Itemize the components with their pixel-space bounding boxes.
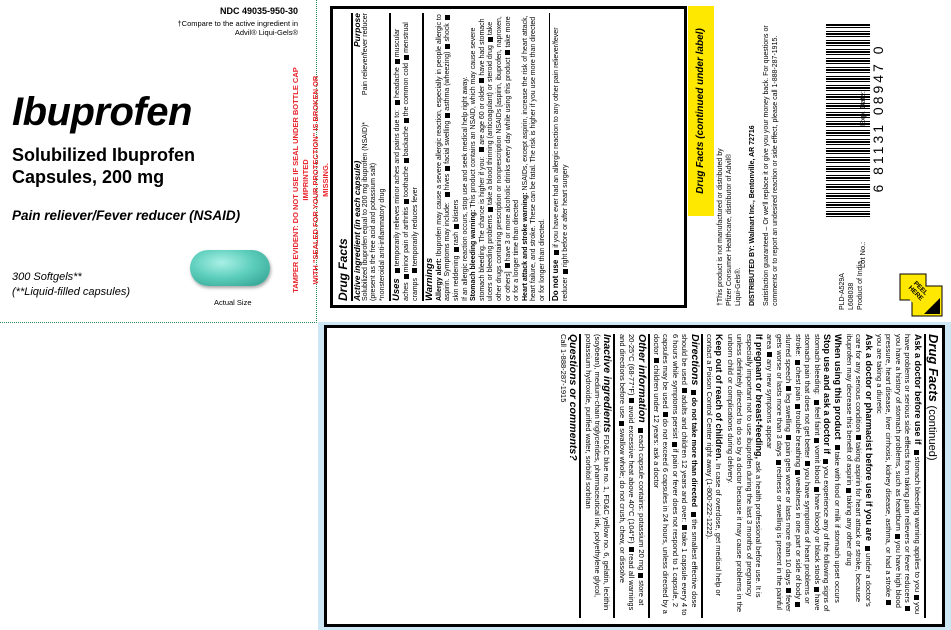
ask-doctor-item: you have a history of stomach problems, such as heartburn [893,334,903,531]
allergy-text: Ibuprofen may cause a severe allergic reaction, especially in people allergic to aspirin. Symptoms may include: [435,14,452,301]
bullet-square [805,461,810,466]
exp-date-label: Exp. Date: [858,90,867,126]
tamper-evident-warning [291,60,330,300]
bullet-square [672,442,677,447]
stop-use-item: chest pain [793,366,803,401]
drug-facts-panel-top [330,6,687,308]
active-note-1: (present as the free acid and potassium salt) [370,162,378,301]
softgel-pill-image [190,250,270,286]
stop-use-item: fever gets worse or lasts more than 3 days [774,334,794,612]
bullet-square [445,44,450,49]
bullet-square [776,460,781,465]
bullet-square [454,224,459,229]
bullet-square [814,438,819,443]
bullet-square [795,404,800,409]
directions-heading: Directions [688,334,701,386]
when-using-heading: When using this product [833,334,844,440]
allergy-item: rash [452,231,460,246]
directions-intro: do not take more than directed [689,397,699,508]
stomach-item: take a blood thinning (anticoagulant) or steroid drug [487,45,495,205]
other-information-item: store at 20-25°C (68-77°F) [627,334,646,606]
warnings-section [426,13,547,301]
front-panel [0,0,317,323]
allergy-label: Allergy alert: [435,258,443,301]
pregnancy-text: ask a health professional before use. It is especially important not to use ibuprofen during the last 3 months of pregnancy unless definitely directed to do so by a doctor because it may cause problems in the unborn child or complications during delivery. [725,334,764,613]
bullet-square [846,488,851,493]
heart-text: NSAIDs, except aspirin, increase the risk of heart attack, heart failure, and stroke. These can be fatal. The risk is higher if you use more than directed or for longer than directed. [521,15,546,301]
ask-doctor-item: you have high blood pressure, heart disease, liver cirrhosis, kidney disease, asthma, or had a stroke [884,334,903,608]
actual-size-label: Actual Size [214,298,252,307]
distributor-info [716,6,810,306]
stomach-item: have 3 or more alcoholic drinks every day while using this product [504,57,512,262]
product-purpose: Pain reliever/Fever reducer (NSAID) [12,208,241,223]
bullet-square [404,274,409,279]
bullet-square [629,398,634,403]
drug-facts-continued-title-main: Drug Facts [926,334,941,402]
other-information-heading: Other information [635,334,648,423]
ask-pharmacist-item: taking any other drug [844,495,854,566]
uses-intro: temporarily relieves minor aches and pains due to: [394,109,402,267]
questions-phone: Call 1-888-287-1915 [558,334,568,403]
bullet-square [505,263,510,268]
stop-use-intro: you experience any of the following signs of stomach bleeding: [812,334,831,612]
ask-pharmacist-heading: Ask a doctor or pharmacist before use if you are [863,334,874,542]
other-information-item: each capsule contains: potassium 20 mg [636,434,646,571]
allergy-item: shock [444,23,452,42]
stop-use-heading: Stop use and ask a doctor if [821,334,832,455]
bullet-square [786,588,791,593]
pregnancy-label: If pregnant or breast-feeding, [754,334,765,460]
active-note-2: *nonsteroidal anti-inflammatory drug [378,188,386,301]
directions-section [652,334,699,618]
bullet-square [479,78,484,83]
bullet-square [865,546,870,551]
stop-use-item: trouble breathing [793,410,803,468]
uses-heading: Uses [391,278,403,301]
stop-use-item: pain gets worse or lasts more than 10 days [784,441,794,585]
inactive-ingredients-heading: Inactive ingredients [601,334,614,433]
use-item: menstrual cramps [402,22,419,301]
do-not-use-list [553,27,569,301]
bullet-square [638,428,643,433]
bullet-square [767,352,772,357]
keep-out-section [705,334,724,618]
bullet-square [654,358,659,363]
other-information-item: avoid excessive heat above 40°C (104°F) [627,405,637,544]
stop-use-item: leg swelling [784,393,794,432]
directions-item: children under 12 years: ask a doctor [652,364,662,489]
ask-pharmacist-item: under a doctor's care for any serious condition [854,334,873,607]
ask-doctor-item: you are taking a diuretic [874,334,884,414]
ask-doctor-item: stomach bleeding warning applies to you [912,456,922,593]
bullet-square [404,55,409,60]
ask-doctor-section [875,334,922,618]
warnings-heading: Warnings [424,257,436,301]
continued-under-label-text: Drug Facts (continued under label) [695,28,706,194]
product-title: Ibuprofen [12,90,192,134]
bullet-square [663,412,668,417]
compare-line-2: Advil® Liqui-Gels® [234,28,298,37]
inactive-ingredients-section [583,334,614,618]
not-manufactured-note: †This product is not manufactured or distributed by Pfizer Consumer Healthcare, distributor of Advil® Liqui-Gels®. [717,148,742,306]
bullet-square [404,118,409,123]
use-item: the common cold [402,62,410,117]
bullet-square [488,207,493,212]
bullet-square [445,192,450,197]
bullet-square [814,487,819,492]
do-not-use-section [552,13,570,301]
stomach-item: have had stomach ulcers or bleeding problems [478,18,495,301]
ask-doctor-heading: Ask a doctor before use if [912,334,923,445]
count-line-2: (**Liquid-filled capsules) [12,286,131,298]
use-item: muscular aches [394,28,410,301]
bullet-square [563,269,568,274]
bullet-square [895,534,900,539]
bullet-square [445,15,450,20]
stop-use-item: slurred speech [784,334,794,384]
stop-use-section [765,334,831,618]
ask-pharmacist-item: taking aspirin for heart attack or stroke, because ibuprofen may decrease this benefit of aspirin [844,334,864,603]
bullet-square [395,59,400,64]
bullet-square [914,450,919,455]
peel-here-tab[interactable] [896,270,944,320]
stomach-text: This product contains an NSAID, which may cause severe stomach bleeding. The chance is higher if you: [470,27,486,301]
bullet-square [404,199,409,204]
bullet-square [691,512,696,517]
uses-section [393,13,420,301]
bullet-square [629,547,634,552]
use-item: backache [402,126,410,157]
other-information-item: swallow whole; do not crush, chew, or dissolve [617,428,627,583]
bullet-square [905,606,910,611]
allergy-item: blisters [452,199,460,222]
plt-line-1: PLD-A529A [839,273,846,310]
lot-number-label: Lot No.: [858,241,867,268]
questions-heading: Questions or comments? [567,334,580,461]
directions-item: the smallest effective dose should be used [680,334,699,608]
stop-use-item: you have symptoms of heart problems or stroke: [793,334,813,604]
bullet-square [479,147,484,152]
bullet-square [914,595,919,600]
product-subtitle [12,144,272,188]
peel-here-label: PEEL HERE [906,280,929,303]
stop-use-item: have bloody or black stools [812,493,822,585]
active-ingredient-section [353,13,387,301]
bullet-square [786,386,791,391]
plt-line-2: L608038 [848,282,855,310]
bullet-square [395,100,400,105]
bullet-square [682,388,687,393]
purpose-heading: Purpose [352,13,362,48]
bullet-square [814,587,819,592]
keep-out-text: In case of overdose, get medical help or contact a Poison Control Center right away (1-800-222-1222). [705,334,724,597]
bullet-square [856,435,861,440]
compare-note [128,19,298,37]
plt-info [838,220,878,310]
directions-item: take 1 capsule every 4 to 6 hours while symptoms persist [670,334,690,616]
ask-pharmacist-section [844,334,872,618]
plt-line-3: Product of India [857,260,864,310]
bullet-square [886,600,891,605]
bullet-square [454,247,459,252]
bullet-square [795,470,800,475]
count-line-1: 300 Softgels** [12,271,82,283]
bullet-square [786,435,791,440]
directions-item: do not exceed 6 capsules in 24 hours, unless directed by a doctor [652,334,671,614]
stop-use-item: any new symptoms appear [765,359,775,449]
allergy-stop: If an allergic reaction occurs, stop use and seek medical help right away. [461,76,469,301]
allergy-item: skin reddening [452,255,460,301]
heart-label: Heart attack and stroke warning: [521,192,529,301]
directions-item: adults and children 12 years and over: [680,394,690,523]
subtitle-line-2: Capsules, 200 mg [12,167,165,187]
stop-use-item: feel faint [812,406,822,436]
bullet-square [445,113,450,118]
bullet-square [445,166,450,171]
stop-use-item: vomit blood [812,445,822,484]
other-information-section [617,334,648,618]
use-item: toothache [402,166,410,197]
questions-section [558,334,580,618]
stomach-item: take more or for a longer time than directed [504,16,521,301]
active-ingredient-heading: Active ingredient (in each capsule) [352,160,362,301]
stop-use-item: weakness in one part or side of body [793,477,803,600]
stomach-item: take other drugs containing prescription or nonprescription NSAIDs [aspirin, ibuprofen, naproxen, or others] [487,16,512,301]
when-using-text: take with food or milk if stomach upset occurs [833,451,843,603]
compare-line-1: †Compare to the active ingredient in [177,19,298,28]
subtitle-line-1: Solubilized Ibuprofen [12,145,195,165]
stomach-label: Stomach bleeding warning: [470,209,478,301]
stop-use-item: redness or swelling is present in the painful area [765,334,784,610]
barcode-digits: 6 81131 08947 0 [870,43,886,193]
allergy-item: asthma (wheezing) [444,51,452,111]
do-not-use-label: Do not use [551,259,561,301]
ask-doctor-item: you have problems or serious side effects from taking pain relievers or fever reducers [903,334,922,615]
distributed-by: DISTRIBUTED BY: Walmart Inc., Bentonville, AR 72716 [749,125,756,306]
continued-under-label-strip [688,6,714,216]
bullet-square [619,421,624,426]
bullet-square [795,360,800,365]
stop-use-item: have stomach pain that does not get better [803,334,822,611]
tamper-line-1: TAMPER EVIDENT: DO NOT USE IF SEAL UNDER BOTTLE CAP IMPRINTED [291,67,310,293]
do-not-use-item: right before or after heart surgery [562,164,570,268]
inactive-ingredients-text: FD&C blue no. 1, FD&C yellow no. 6, gelatin, lecithin (soybean), medium-chain triglycerides, pharmaceutical ink, polyethylene glycol, potassium hydroxide, purified water, sorbitol sorbitan [583,334,612,611]
keep-out-label: Keep out of reach of children. [714,334,725,462]
allergy-item: hives [444,173,452,191]
satisfaction-guarantee: Satisfaction guaranteed – Or we'll replace it or give you your money back. For questions or comments or to report an undesired reaction or side effect, please call 1-888-287-1915. [763,25,779,306]
bullet-square [638,573,643,578]
bullet-square [814,400,819,405]
use-item: headache [394,67,402,98]
bullet-square [488,37,493,42]
softgel-count [12,270,130,300]
active-ingredient-text: Solubilized ibuprofen equal to 200 mg ibuprofen (NSAID)* [361,122,369,301]
drug-facts-panel-bottom [318,322,951,630]
pregnancy-section [725,334,763,618]
drug-facts-continued-suffix: (continued) [926,405,938,461]
bullet-square [505,50,510,55]
tamper-line-2: WITH "SEALED FOR YOUR PROTECTION" IS BROKEN OR MISSING. [311,75,330,285]
active-ingredient-purpose: Pain reliever/fever reducer [361,13,369,96]
bullet-square [682,525,687,530]
bullet-square [554,250,559,255]
allergy-item: facial swelling [444,120,452,164]
use-item: minor pain of arthritis [402,206,410,273]
drug-facts-title: Drug Facts [336,13,353,301]
directions-item: if pain or fever does not respond to 1 capsule, 2 capsules may be used [661,334,680,608]
ndc-number: NDC 49035-950-30 [219,6,298,16]
bullet-square [404,158,409,163]
stomach-item: are age 60 or older [478,85,486,145]
when-using-section [833,334,842,618]
do-not-use-item: if you have ever had an allergic reaction to any other pain reliever/fever reducer [553,27,570,301]
other-information-item: read all warnings and directions before use [617,334,637,611]
bullet-square [795,602,800,607]
drug-facts-continued-title [924,334,941,618]
uses-fever: temporarily reduces fever [411,187,419,267]
